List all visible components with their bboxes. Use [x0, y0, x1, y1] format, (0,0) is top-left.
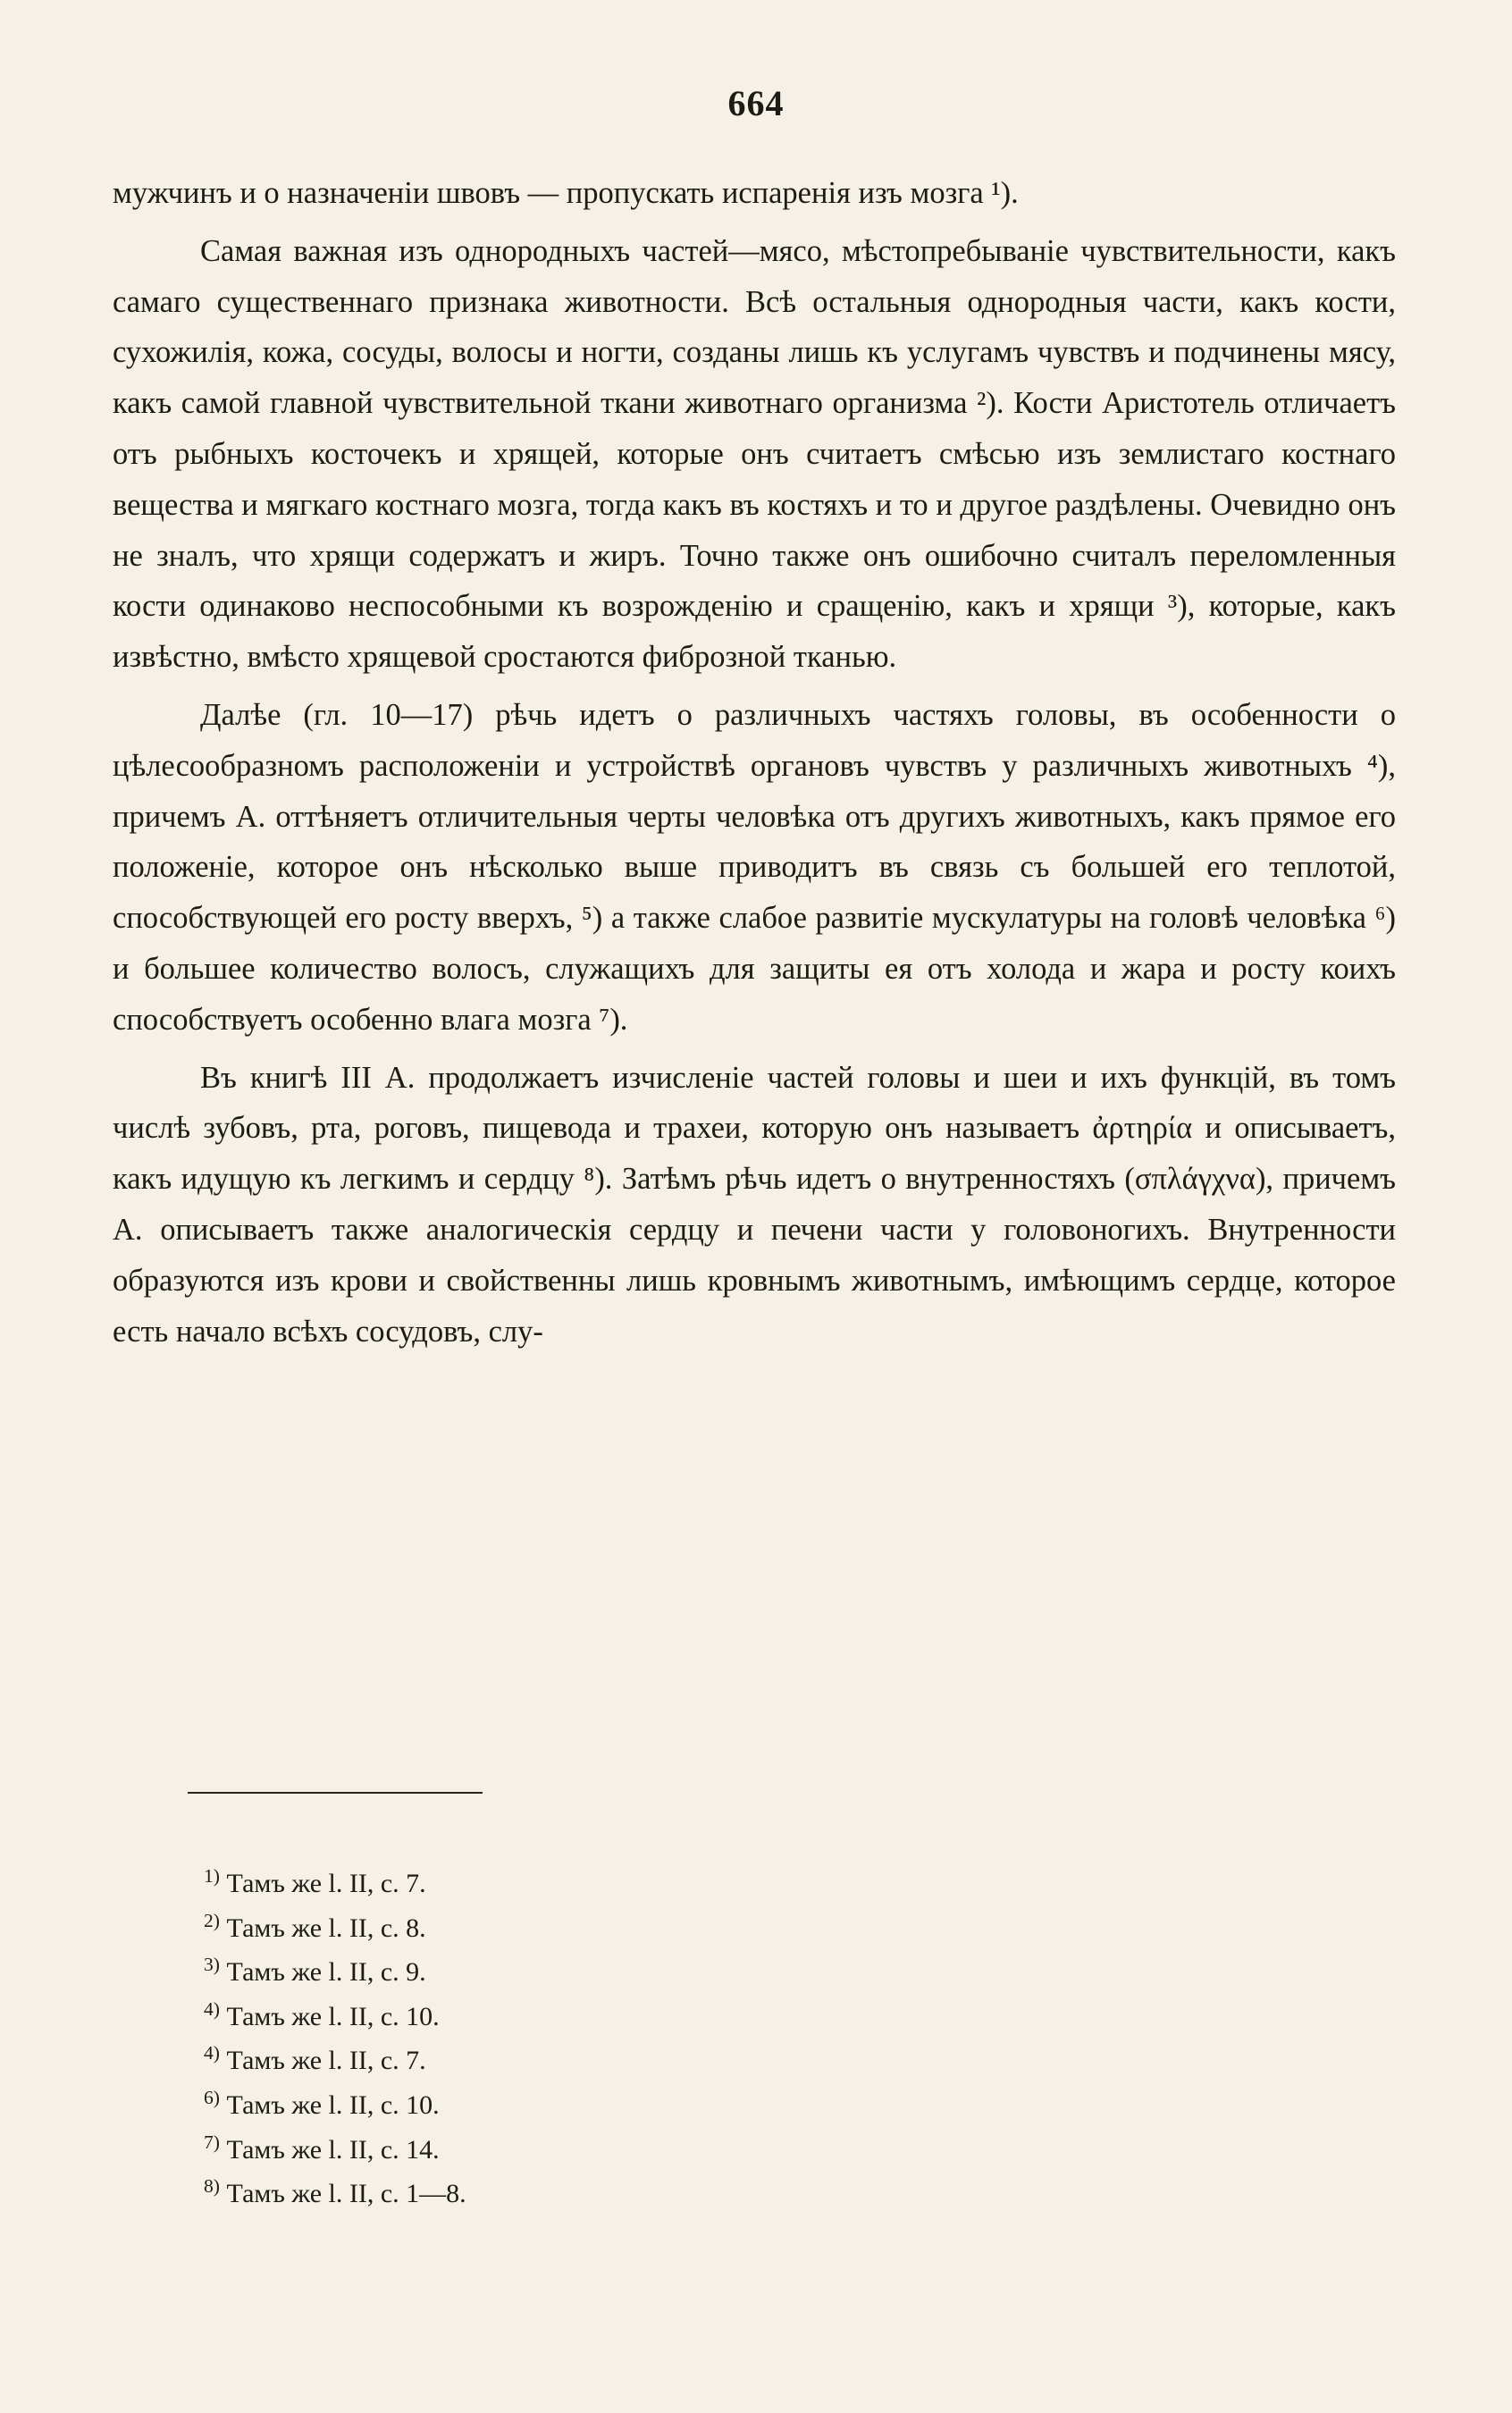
- footnotes: [204, 1862, 466, 2216]
- footnote-mark: 6): [204, 2086, 220, 2108]
- footnote-divider: [188, 1792, 483, 1794]
- body-text: [113, 168, 1396, 1364]
- footnote: [204, 2039, 466, 2083]
- footnote: [204, 2172, 466, 2216]
- footnote-text: Тамъ же l. II, с. 9.: [226, 1957, 426, 1988]
- footnote-mark: 2): [204, 1909, 220, 1931]
- footnote: [204, 2128, 466, 2173]
- footnote-text: Тамъ же l. II, с. 1—8.: [226, 2179, 466, 2209]
- footnote: [204, 1862, 466, 1906]
- footnote-text: Тамъ же l. II, с. 8.: [226, 1913, 426, 1943]
- paragraph: Самая важная изъ однородныхъ частей—мясо, мѣстопребыванiе чувствительности, какъ самаго существеннаго признака животности. Всѣ остальныя однородныя части, какъ кости, сухожилiя, кожа, сосуды, волосы и ногти, созданы лишь къ услугамъ чувствъ и подчинены мясу, какъ самой главной чувствительной ткани животнаго организма ²). Кости Аристотель отличаетъ отъ рыбныхъ косточекъ и хрящей, которые онъ считаетъ смѣсью изъ землистаго костнаго вещества и мягкаго костнаго мозга, тогда какъ въ костяхъ и то и другое раздѣлены. Очевидно онъ не зналъ, что хрящи содержатъ и жиръ. Точно также онъ ошибочно считалъ переломленныя кости одинаково неспособными къ возрожденiю и сращенiю, какъ и хрящи ³), которые, какъ извѣстно, вмѣсто хрящевой сростаются фиброзной тканью.: [113, 233, 1396, 675]
- footnote-text: Тамъ же l. II, с. 10.: [226, 2001, 440, 2031]
- paragraph: мужчинъ и о назначенiи швовъ — пропускать испаренiя изъ мозга ¹).: [113, 176, 1019, 210]
- footnote-mark: 4): [204, 1997, 220, 2020]
- footnote: [204, 1906, 466, 1951]
- footnote: [204, 1950, 466, 1995]
- footnote-text: Тамъ же l. II, с. 7.: [226, 1869, 426, 1898]
- footnote: [204, 2083, 466, 2128]
- footnote-mark: 1): [204, 1865, 220, 1887]
- footnote-mark: 4): [204, 2042, 220, 2064]
- footnote-text: Тамъ же l. II, с. 10.: [226, 2089, 440, 2120]
- footnote-mark: 8): [204, 2175, 220, 2198]
- paragraph: Въ книгѣ III А. продолжаетъ изчисленiе частей головы и шеи и ихъ функцiй, въ томъ числѣ зубовъ, рта, роговъ, пищевода и трахеи, которую онъ называетъ ἀρτηρία и описываетъ, какъ идущую къ легкимъ и сердцу ⁸). Затѣмъ рѣчь идетъ о внутренностяхъ (σπλάγχνα), причемъ А. описываетъ также аналогическiя сердцу и печени части у головоногихъ. Внутренности образуются изъ крови и свойственны лишь кровнымъ животнымъ, имѣющимъ сердце, которое есть начало всѣхъ сосудовъ, слу-: [113, 1060, 1396, 1349]
- footnote-text: Тамъ же l. II, с. 14.: [226, 2134, 440, 2165]
- paragraph: Далѣе (гл. 10—17) рѣчь идетъ о различныхъ частяхъ головы, въ особенности о цѣлесообразномъ расположенiи и устройствѣ органовъ чувствъ у различныхъ животныхъ ⁴), причемъ А. оттѣняетъ отличительныя черты человѣка отъ другихъ животныхъ, какъ прямое его положенiе, которое онъ нѣсколько выше приводитъ въ связь съ большей его теплотой, способствующей его росту вверхъ, ⁵) а также слабое развитiе мускулатуры на головѣ человѣка ⁶) и большее количество волосъ, служащихъ для защиты ея отъ холода и жара и росту коихъ способствуетъ особенно влага мозга ⁷).: [113, 697, 1396, 1037]
- footnote-text: Тамъ же l. II, с. 7.: [226, 2046, 426, 2076]
- footnote-mark: 3): [204, 1954, 220, 1976]
- footnote-mark: 7): [204, 2131, 220, 2153]
- page-number: 664: [727, 83, 785, 123]
- footnote: [204, 1995, 466, 2039]
